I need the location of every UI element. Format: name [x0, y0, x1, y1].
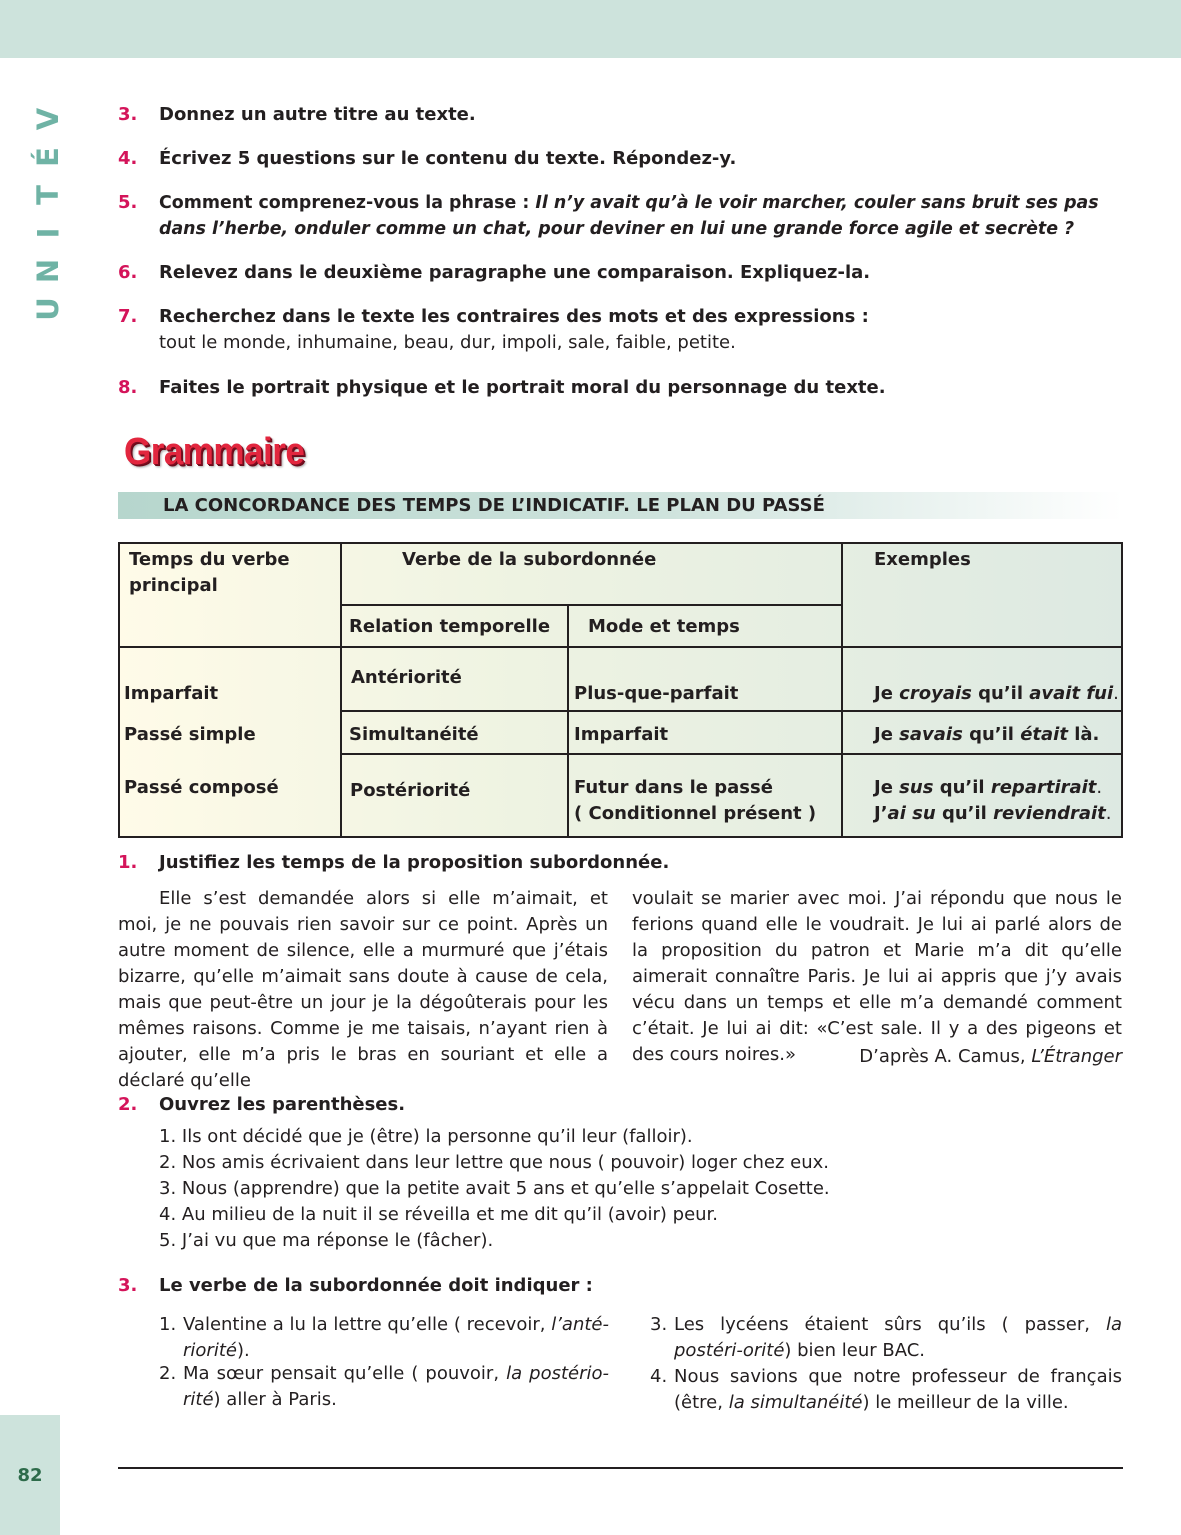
unit-letter: V [30, 107, 65, 131]
item-number: 4. [650, 1366, 668, 1387]
example-row [874, 775, 1112, 827]
question-text: Écrivez 5 questions sur le contenu du texte. Répondez-y. [159, 148, 737, 169]
example-verb: savais [899, 724, 963, 745]
question-number: 5. [118, 192, 138, 213]
item-italic: la postério-rité [183, 1363, 609, 1410]
topic-title: LA CONCORDANCE DES TEMPS DE L’INDICATIF. LE PLAN DU PASSÉ [163, 495, 825, 516]
item-part: Ma sœur pensait qu’elle ( pouvoir, [183, 1363, 507, 1384]
text-source [632, 1044, 1122, 1070]
question-lead: Comment comprenez-vous la phrase : [159, 193, 536, 213]
example-verb: repartirait [990, 777, 1097, 798]
item-part: Nous savions que notre professeur de français (être, [674, 1366, 1122, 1413]
header-exemples: Exemples [874, 549, 971, 570]
question-text [159, 190, 1124, 242]
unit-letter: U [31, 297, 65, 321]
source-title: L’Étranger [1031, 1046, 1122, 1067]
item-text [674, 1312, 1122, 1364]
example-text: là. [1067, 724, 1100, 745]
example-text: qu’il [933, 777, 991, 798]
exercise-title: Ouvrez les parenthèses. [159, 1094, 406, 1115]
item-part: ) le meilleur de la ville. [862, 1392, 1069, 1413]
table-border [118, 542, 120, 838]
footer-rule [118, 1467, 1123, 1469]
exercise-number: 2. [118, 1094, 138, 1115]
exercise-3-item [650, 1312, 1122, 1364]
example-text: . [1096, 777, 1103, 798]
header-subordonnee: Verbe de la subordonnée [402, 549, 657, 570]
question-lead: Recherchez dans le texte les contraires des mots et des expressions : [159, 306, 869, 327]
item-italic: la simultanéité [728, 1392, 863, 1413]
text-column-left: Elle s’est demandée alors si elle m’aimait, et moi, je ne pouvais rien savoir sur ce point. Après un autre moment de silence, elle a murmuré que j’étais bizarre, qu’elle m’aimait sans doute à cause de cela, mais que peut-être un jour je la dégoûterais pour les mêmes raisons. Comme je me taisais, n’ayant rien à ajouter, elle m’a pris le bras en souriant et elle a déclaré qu’elle [118, 888, 608, 1091]
mode-imparfait: Imparfait [574, 724, 669, 745]
question-text: Relevez dans le deuxième paragraphe une comparaison. Expliquez-la. [159, 262, 871, 283]
example-verb: était [1020, 724, 1068, 745]
exercise-number: 1. [118, 852, 138, 873]
unit-letter: I [30, 227, 65, 239]
table-border [1121, 542, 1123, 838]
example-text: Je [874, 683, 900, 704]
exercise-title: Le verbe de la subordonnée doit indiquer : [159, 1275, 593, 1296]
item-number: 2. [159, 1363, 177, 1384]
example-text: qu’il [971, 683, 1030, 704]
item-number: 1. [159, 1314, 177, 1335]
question-text: Faites le portrait physique et le portrait moral du personnage du texte. [159, 377, 886, 398]
mode-futur [574, 775, 816, 827]
question-text: Donnez un autre titre au texte. [159, 104, 476, 125]
unit-letter: N [31, 258, 65, 284]
mode-futur-line2: ( Conditionnel présent ) [574, 803, 817, 824]
exercise-3-item [159, 1312, 609, 1364]
example-verb: sus [899, 777, 934, 798]
example-verb: avait fui [1029, 683, 1114, 704]
relation-anteriorite: Antériorité [351, 667, 462, 688]
item-part: ). [236, 1340, 250, 1361]
top-band [0, 0, 1181, 58]
example-text: . [1105, 803, 1112, 824]
example-text: qu’il [935, 803, 994, 824]
question-number: 7. [118, 306, 138, 327]
list-item: 5. J’ai vu que ma réponse le (fâcher). [159, 1230, 494, 1251]
exercise-number: 3. [118, 1275, 138, 1296]
concordance-table [118, 542, 1123, 838]
table-rule [340, 710, 1123, 712]
item-part: Valentine a lu la lettre qu’elle ( recevoir, [183, 1314, 552, 1335]
exercise-2-list [159, 1124, 1119, 1254]
item-italic: la postéri-orité [674, 1314, 1122, 1361]
item-part: Les lycéens étaient sûrs qu’ils ( passer, [674, 1314, 1106, 1335]
item-italic: l’anté-riorité [183, 1314, 609, 1361]
list-item: 3. Nous (apprendre) que la petite avait 5 ans et qu’elle s’appelait Cosette. [159, 1178, 830, 1199]
example-verb: reviendrait [993, 803, 1106, 824]
question-number: 6. [118, 262, 138, 283]
header-principal [129, 547, 329, 599]
unit-letter: É [31, 147, 65, 167]
item-text [183, 1312, 609, 1364]
source-author: D’après A. Camus, [859, 1046, 1032, 1067]
question-number: 4. [118, 148, 138, 169]
table-rule [340, 753, 1123, 755]
unit-label [28, 100, 68, 328]
question-quote: Il n’y avait qu’à le voir marcher, couler sans bruit ses pas dans l’herbe, onduler comme un chat, pour deviner en lui une grande force agile et secrète ? [159, 193, 1099, 239]
text-column-right: voulait se marier avec moi. J’ai répondu que nous le ferions quand elle le voudrait. Je lui ai parlé alors de la proposition du patron et Marie m’a dit qu’elle aimerait connaître Paris. Je lui ai appris que j’y avais vécu dans un temps et elle m’a demandé comment c’était. Je lui ai dit: «C’est sale. Il y a des pigeons et des cours noires.» [632, 888, 1122, 1065]
item-text [674, 1364, 1122, 1416]
list-item: 2. Nos amis écrivaient dans leur lettre que nous ( pouvoir) loger chez eux. [159, 1152, 830, 1173]
table-border [118, 836, 1123, 838]
principal-passe-simple: Passé simple [124, 724, 256, 745]
relation-posteriorite: Postériorité [350, 780, 471, 801]
relation-simultaneite: Simultanéité [349, 724, 479, 745]
table-border [118, 542, 1123, 544]
list-item: 4. Au milieu de la nuit il se réveilla et me dit qu’il (avoir) peur. [159, 1204, 719, 1225]
example-text: Je [874, 777, 900, 798]
example-row [874, 722, 1099, 748]
header-mode: Mode et temps [588, 616, 740, 637]
exercise-3-item [650, 1364, 1122, 1416]
item-text [183, 1361, 609, 1413]
table-rule [340, 604, 842, 606]
mode-futur-line1: Futur dans le passé [574, 777, 773, 798]
table-rule [340, 542, 342, 838]
question-number: 3. [118, 104, 138, 125]
grammar-heading: Grammaire [124, 430, 305, 473]
mode-plus-que-parfait: Plus-que-parfait [574, 683, 739, 704]
page-number: 82 [17, 1465, 43, 1486]
question-words: tout le monde, inhumaine, beau, dur, impoli, sale, faible, petite. [159, 332, 736, 353]
example-verb: croyais [899, 683, 972, 704]
question-number: 8. [118, 377, 138, 398]
principal-passe-compose: Passé composé [124, 777, 279, 798]
item-number: 3. [650, 1314, 668, 1335]
question-text [159, 304, 1124, 356]
table-rule [567, 604, 569, 838]
table-rule [118, 646, 1123, 648]
example-text: Je [874, 724, 900, 745]
item-part: ) bien leur BAC. [784, 1340, 926, 1361]
table-rule [841, 542, 843, 838]
header-relation: Relation temporelle [349, 616, 551, 637]
principal-imparfait: Imparfait [124, 683, 219, 704]
example-row [874, 681, 1119, 707]
header-principal-text: Temps du verbe principal [129, 549, 290, 596]
example-text: qu’il [962, 724, 1021, 745]
example-text: . [1113, 683, 1119, 704]
unit-letter: T [30, 185, 65, 205]
item-part: ) aller à Paris. [213, 1389, 337, 1410]
exercise-title: Justifiez les temps de la proposition subordonnée. [159, 852, 670, 873]
exercise-3-item [159, 1361, 609, 1413]
example-verb: ai su [887, 803, 936, 824]
topic-bar [118, 492, 1123, 519]
example-text: J’ [874, 803, 888, 824]
list-item: 1. Ils ont décidé que je (être) la personne qu’il leur (falloir). [159, 1126, 693, 1147]
